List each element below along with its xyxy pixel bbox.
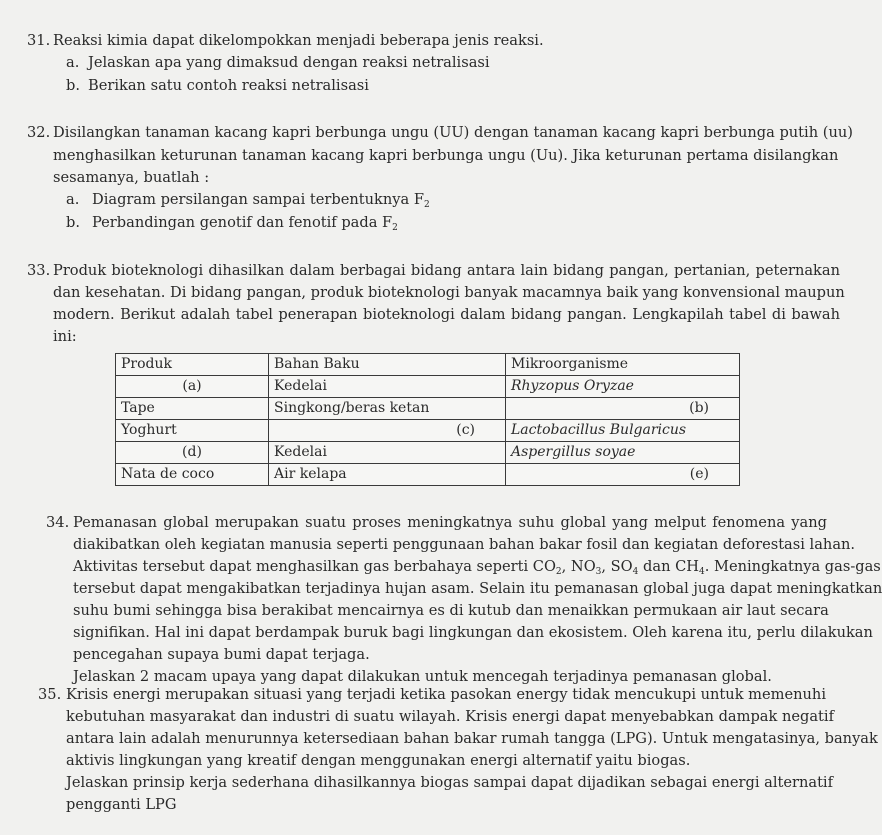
question-number: 34.: [46, 514, 70, 531]
question-text-line: Produk bioteknologi dihasilkan dalam berbagai bidang antara lain bidang pangan, pertanian, peternakan: [53, 262, 840, 279]
table-cell-blank-a: (a): [116, 376, 269, 398]
option-text-b: Perbandingan genotif dan fenotif pada $F_2$: [92, 214, 398, 233]
table-header-cell: Bahan Baku: [269, 354, 506, 376]
table-cell: Tape: [116, 398, 269, 420]
option-label-b: b.: [66, 214, 80, 231]
option-label-b: b.: [66, 77, 80, 94]
option-label-a: a.: [66, 54, 80, 71]
question-text-line: suhu bumi sehingga bisa berakibat mencairnya es di kutub dan menaikkan permukaan air laut secara: [73, 602, 829, 619]
table-row: [116, 420, 740, 442]
question-text-line: menghasilkan keturunan tanaman kacang kapri berbunga ungu (Uu). Jika keturunan pertama disilangkan: [53, 147, 839, 164]
table-cell: Lactobacillus Bulgaricus: [506, 420, 740, 442]
question-number: 33.: [27, 262, 51, 279]
table-header-row: [116, 354, 740, 376]
question-number: 31.: [27, 32, 51, 49]
option-text-a: Jelaskan apa yang dimaksud dengan reaksi netralisasi: [88, 54, 490, 71]
table-cell-blank-c: (c): [269, 420, 506, 442]
question-prompt: Jelaskan prinsip kerja sederhana dihasilkannya biogas sampai dapat dijadikan sebagai energi alternatif: [66, 774, 833, 791]
table-row: [116, 442, 740, 464]
table-cell: Singkong/beras ketan: [269, 398, 506, 420]
table-cell-blank-e: (e): [506, 464, 740, 486]
table-cell-blank-d: (d): [116, 442, 269, 464]
table-cell: Aspergillus soyae: [506, 442, 740, 464]
question-number: 35.: [38, 686, 62, 703]
option-text-a: Diagram persilangan sampai terbentuknya $F_2$: [92, 191, 430, 210]
question-text-line: diakibatkan oleh kegiatan manusia seperti penggunaan bahan bakar fosil dan kegiatan deforestasi lahan.: [73, 536, 856, 553]
table-row: [116, 464, 740, 486]
question-text-line: Krisis energi merupakan situasi yang terjadi ketika pasokan energy tidak mencukupi untuk memenuhi: [66, 686, 826, 703]
question-text-line: dan kesehatan. Di bidang pangan, produk bioteknologi banyak macamnya baik yang konvensional maupun: [53, 284, 845, 301]
table-header-cell: Mikroorganisme: [506, 354, 740, 376]
question-text-line: tersebut dapat mengakibatkan terjadinya hujan asam. Selain itu pemanasan global juga dapat meningkatkan: [73, 580, 882, 597]
option-label-a: a.: [66, 191, 80, 208]
table-row: [116, 376, 740, 398]
question-prompt: Jelaskan 2 macam upaya yang dapat dilakukan untuk mencegah terjadinya pemanasan global.: [73, 668, 772, 685]
question-number: 32.: [27, 124, 51, 141]
table-cell-blank-b: (b): [506, 398, 740, 420]
table-cell: Kedelai: [269, 376, 506, 398]
question-text-line: modern. Berikut adalah tabel penerapan bioteknologi dalam bidang pangan. Lengkapilah tabel di bawah: [53, 306, 840, 323]
option-text-b: Berikan satu contoh reaksi netralisasi: [88, 77, 369, 94]
question-text: Reaksi kimia dapat dikelompokkan menjadi beberapa jenis reaksi.: [53, 32, 544, 49]
question-text-line: sesamanya, buatlah :: [53, 169, 210, 186]
question-text-line: ini:: [53, 328, 77, 345]
question-text-line: signifikan. Hal ini dapat berdampak buruk bagi lingkungan dan ekosistem. Oleh karena itu, perlu dilakukan: [73, 624, 873, 641]
question-prompt: pengganti LPG: [66, 796, 177, 813]
table-cell: Nata de coco: [116, 464, 269, 486]
table-header-cell: Produk: [116, 354, 269, 376]
question-text-line: antara lain adalah menurunnya ketersediaan bahan bakar rumah tangga (LPG). Untuk mengatasinya, banyak: [66, 730, 878, 747]
question-text-line: Aktivitas tersebut dapat menghasilkan gas berbahaya seperti $CO_2$, $NO_3$, $SO_4$ dan $CH_4$. Meningkatnya gas-gas: [73, 558, 881, 577]
question-text-line: Disilangkan tanaman kacang kapri berbunga ungu (UU) dengan tanaman kacang kapri berbunga putih (uu): [53, 124, 853, 141]
table-row: [116, 398, 740, 420]
table-cell: Air kelapa: [269, 464, 506, 486]
table-cell: Kedelai: [269, 442, 506, 464]
question-text-line: pencegahan supaya bumi dapat terjaga.: [73, 646, 370, 663]
biotech-table: [115, 353, 740, 486]
table-cell: Rhyzopus Oryzae: [506, 376, 740, 398]
question-text-line: Pemanasan global merupakan suatu proses meningkatnya suhu global yang melput fenomena yang: [73, 514, 827, 531]
table-cell: Yoghurt: [116, 420, 269, 442]
question-text-line: kebutuhan masyarakat dan industri di suatu wilayah. Krisis energi dapat menyebabkan dampak negatif: [66, 708, 834, 725]
question-text-line: aktivis lingkungan yang kreatif dengan menggunakan energi alternatif yaitu biogas.: [66, 752, 691, 769]
